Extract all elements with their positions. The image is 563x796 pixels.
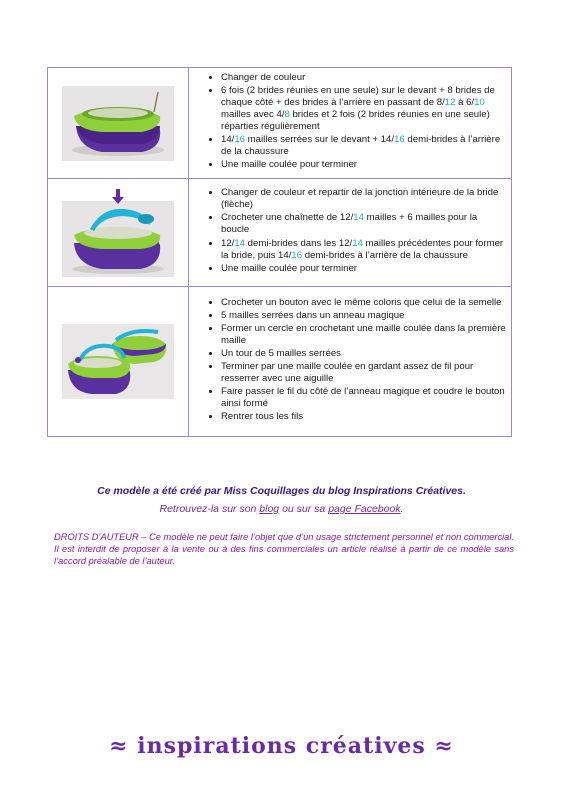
facebook-page-link[interactable]: page Facebook [328,503,401,515]
list-item: • Un tour de 5 mailles serrées [221,347,507,360]
list-item: • Terminer par une maille coulée en gardant assez de fil pour resserrer avec une aiguille [221,360,507,385]
list-item: • Faire passer le fil du côté de l’anneau magique et coudre le bouton ainsi formé [221,385,507,410]
list-item: • 5 mailles serrées dans un anneau magique [221,309,507,322]
table-row [48,179,512,287]
instructions-table [47,67,512,437]
instruction-list [197,296,507,424]
copyright-notice: DROITS D’AUTEUR – Ce modèle ne peut faire l’objet que d’un usage strictement personnel et non commercial. Il est interdit de proposer à la vente ou à des fins commerciales un article réalisé à partir de ce modèle sans l’accord préalable de l’auteur. [54,532,514,566]
crochet-shoe-green-purple-photo [62,86,174,161]
photo-cell [48,68,189,179]
instructions-cell [189,179,512,287]
list-item: • Crocheter une chaînette de 12/14 mailles + 6 mailles pour la boucle [221,211,507,236]
list-item: • Une maille coulée pour terminer [221,262,507,275]
credit-text: . [400,503,404,515]
photo-cell [48,179,189,287]
credit-links-line [0,503,563,515]
list-item: • Rentrer tous les fils [221,410,507,423]
instructions-cell [189,68,512,179]
table-row [48,287,512,437]
list-item: • Une maille coulée pour terminer [221,158,507,171]
crochet-shoe-strap-arrow-photo [62,189,174,277]
list-item: • 6 fois (2 brides réunies en une seule) sur le devant + 8 brides de chaque côté + des brides à l’arrière en passant de 8/12 à 6/10 mailles avec 4/8 brides et 2 fois (2 brides réunies en une seule) réparties régulièrement [221,84,507,133]
blog-link[interactable]: blog [259,503,280,515]
credit-text: ou sur sa [279,503,329,515]
brand-logo-text: ≈ inspirations créatives ≈ [109,733,454,759]
instruction-list [197,186,507,275]
crochet-shoes-pair-photo [62,324,174,399]
list-item: • Changer de couleur [221,71,507,84]
credit-line: Ce modèle a été créé par Miss Coquillages du blog Inspirations Créatives. [97,485,466,497]
list-item: • Former un cercle en crochetant une maille coulée dans la première maille [221,322,507,347]
credit-text: Retrouvez-la sur son [159,503,260,515]
list-item: • 14/16 mailles serrées sur le devant + 14/16 demi-brides à l’arrière de la chaussure [221,133,507,158]
instruction-list [197,71,507,172]
instructions-cell [189,287,512,437]
list-item: • 12/14 demi-brides dans les 12/14 mailles précédentes pour former la bride, puis 14/16 demi-brides à l’arrière de la chaussure [221,237,507,262]
list-item: • Changer de couleur et repartir de la jonction intérieure de la bride (flèche) [221,186,507,211]
table-row [48,68,512,179]
photo-cell [48,287,189,437]
list-item: • Crocheter un bouton avec le même coloris que celui de la semelle [221,296,507,309]
